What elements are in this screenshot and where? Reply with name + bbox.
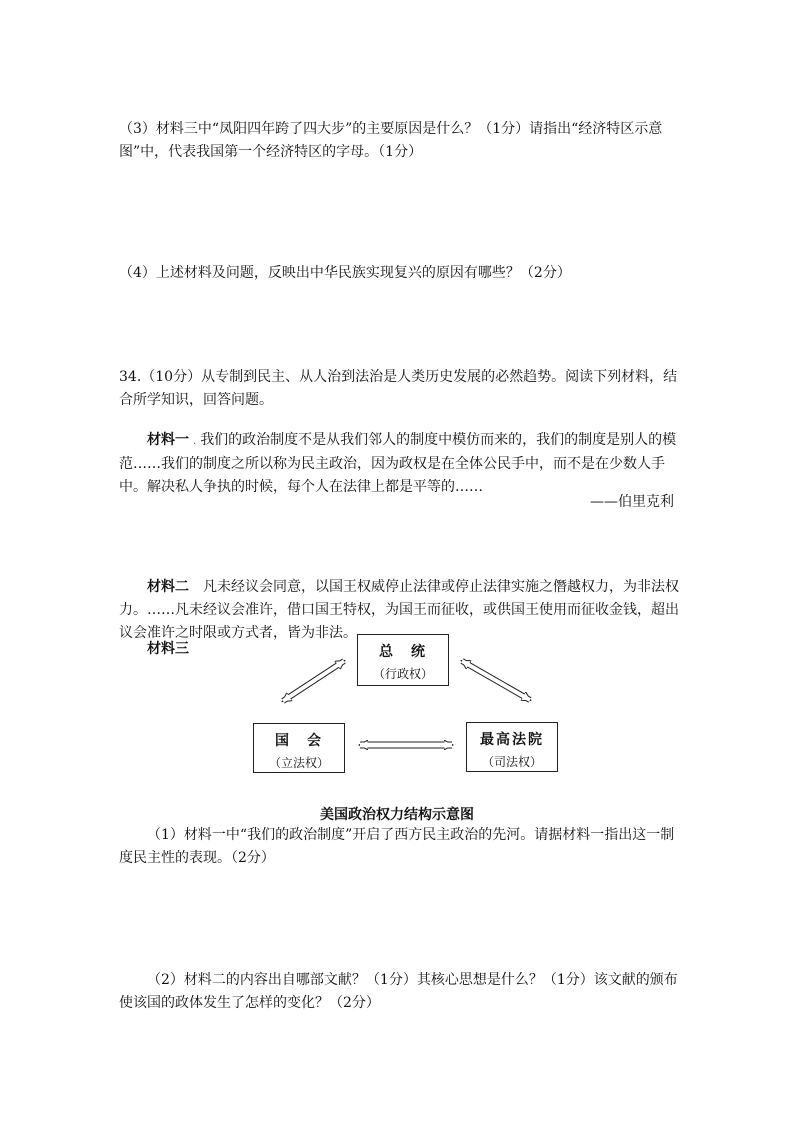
sub-question-2: （2）材料二的内容出自哪部文献？（1分）其核心思想是什么？（1分）该文献的颁布使该国的政体发生了怎样的变化？（2分） [119, 972, 678, 1011]
court-sub: （司法权） [481, 755, 542, 769]
material-2-label: 材料二 [147, 579, 189, 595]
question-4: （4）上述材料及问题，反映出中华民族实现复兴的原因有哪些？（2分） [119, 265, 571, 281]
congress-box [253, 723, 345, 773]
congress-sub: （立法权） [268, 756, 329, 770]
question-34-intro: 34.（10分）从专制到民主、从人治到法治是人类历史发展的必然趋势。阅读下列材料，结合所学知识，回答问题。 [119, 369, 678, 408]
arrow-president-congress [283, 661, 344, 701]
material-1-mark: . [193, 436, 197, 447]
court-title: 最高法院 [480, 732, 544, 748]
president-box [357, 634, 449, 686]
congress-title: 国 会 [275, 733, 323, 749]
question-3: （3）材料三中“凤阳四年跨了四大步”的主要原因是什么？（1分）请指出“经济特区示意图”中，代表我国第一个经济特区的字母。（1分） [119, 121, 663, 160]
arrow-president-court [462, 661, 530, 700]
material-1-source: ——伯里克利 [590, 494, 674, 510]
material-1-label: 材料一 [147, 432, 189, 448]
sub-question-1: （1）材料一中“我们的政治制度”开启了西方民主政治的先河。请据材料一指出这一制度民主性的表现。（2分） [119, 827, 675, 866]
diagram-caption: 美国政治权力结构示意图 [320, 807, 474, 823]
court-box [466, 722, 558, 772]
material-1-text: 我们的政治制度不是从我们邻人的制度中模仿而来的，我们的制度是别人的模范……我们的制度之所以称为民主政治，因为政权是在全体公民手中，而不是在少数人手中。解决私人争执的时候，每个人在法律上都是平等的…… [119, 432, 677, 495]
material-2-text: 凡未经议会同意，以国王权威停止法律或停止法律实施之僭越权力，为非法权力。……凡未经议会准许，借口国王特权，为国王而征收，或供国王使用而征收金钱，超出议会准许之时限或方式者，皆为非法。 [119, 579, 679, 641]
president-sub: （行政权） [372, 667, 433, 681]
material-3-label: 材料三 [147, 641, 189, 657]
president-title: 总 统 [379, 644, 427, 660]
